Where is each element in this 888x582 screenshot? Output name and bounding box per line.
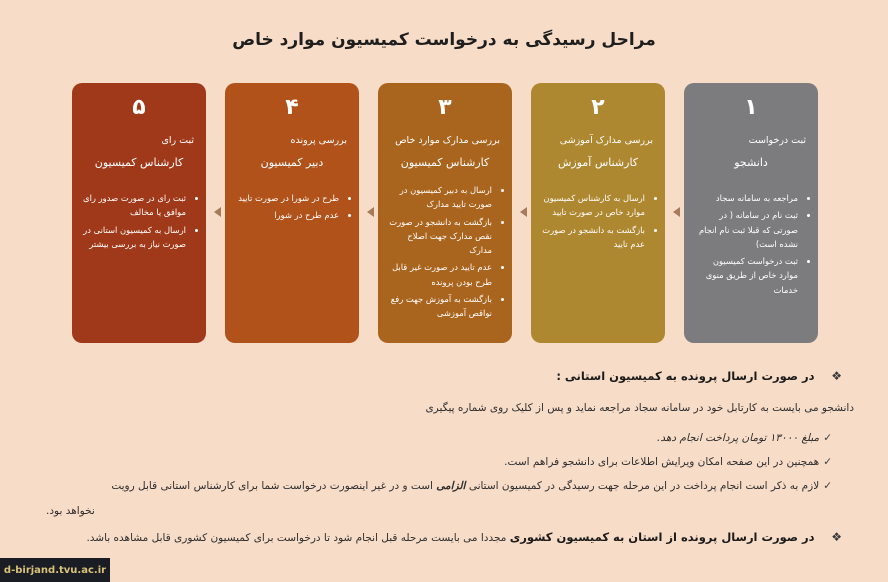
arrow-left-icon [214, 207, 221, 217]
step-role: بررسی مدارک آموزشی [559, 135, 653, 146]
bullet-text: نخواهد بود. [46, 505, 95, 517]
bullet-text: لازم به ذکر است انجام پرداخت در این مرحله جهت رسیدگی در کمیسیون استانی [468, 480, 820, 492]
list-item: • ارسال به دبیر کمیسیون در صورت تایید مدارک [386, 183, 492, 212]
step-number: ۱ [744, 95, 758, 120]
step-card-5 [72, 83, 206, 343]
step-actor: دبیر کمیسیون [260, 156, 324, 169]
list-item: • بازگشت به دانشجو در صورت عدم تایید [539, 223, 645, 252]
site-url-badge[interactable]: d-birjand.tvu.ac.ir [0, 558, 110, 582]
section2-row [42, 530, 842, 544]
section1-bullet-3 [32, 480, 832, 492]
section2-heading: در صورت ارسال پرونده از استان به کمیسیون کشوری [509, 530, 815, 544]
step-actor: کارشناس کمیسیون [94, 156, 184, 169]
arrow-left-icon [520, 207, 527, 217]
check-icon: ✓ [823, 456, 832, 468]
step-number: ۵ [132, 95, 146, 120]
list-item: • عدم طرح در شورا [233, 208, 339, 222]
section1-bullet-3-cont [32, 505, 832, 517]
step-number: ۲ [591, 95, 605, 120]
arrow-left-icon [673, 207, 680, 217]
step-card-4 [225, 83, 359, 343]
section2-text: مجددا می بایست مرحله قبل انجام شود تا درخواست برای کمیسیون کشوری قابل مشاهده باشد. [86, 532, 507, 544]
step-card-1 [684, 83, 818, 343]
step-items [539, 191, 657, 251]
step-role: ثبت رای [161, 135, 194, 146]
list-item: • بازگشت به آموزش جهت رفع نواقص آموزشی [386, 292, 492, 321]
step-items [233, 191, 351, 223]
list-item: • بازگشت به دانشجو در صورت نقص مدارک جهت اصلاح مدارک [386, 215, 492, 258]
bullet-text: همچنین در این صفحه امکان ویرایش اطلاعات برای دانشجو فراهم است. [504, 456, 820, 468]
list-item: • مراجعه به سامانه سجاد [692, 191, 798, 205]
check-icon: ✓ [823, 480, 832, 492]
list-item: • عدم تایید در صورت غیر قابل طرح بودن پرونده [386, 260, 492, 289]
section1-bullet-1 [42, 432, 832, 444]
bullet-text: است و در غیر اینصورت درخواست شما برای کارشناس استانی قابل رویت [111, 480, 433, 492]
list-item: • ارسال به کارشناس کمیسیون موارد خاص در صورت تایید [539, 191, 645, 220]
diamond-bullet-icon: ❖ [831, 530, 842, 544]
step-role: بررسی پرونده [290, 135, 347, 146]
section1-intro: دانشجو می بایست به کارتابل خود در سامانه سجاد مراجعه نماید و پس از کلیک روی شماره پیگیری [425, 402, 854, 414]
step-card-3 [378, 83, 512, 343]
step-actor: کارشناس آموزش [557, 156, 639, 169]
step-items [80, 191, 198, 251]
step-role: ثبت درخواست [748, 135, 806, 146]
section1-heading-row [52, 369, 842, 383]
step-items [692, 191, 810, 297]
check-icon: ✓ [823, 432, 832, 444]
section1-heading: در صورت ارسال پرونده به کمیسیون استانی : [556, 369, 815, 383]
step-actor: دانشجو [734, 156, 768, 169]
page-title: مراحل رسیدگی به درخواست کمیسیون موارد خاص [232, 30, 656, 50]
step-card-2 [531, 83, 665, 343]
bullet-text: مبلغ ۱۳۰۰۰ تومان پرداخت انجام دهد. [657, 432, 820, 444]
bullet-emphasis: الزامی [436, 480, 466, 492]
list-item: • ثبت نام در سامانه ( در صورتی که قبلا ثبت نام انجام نشده است) [692, 208, 798, 251]
step-number: ۴ [285, 95, 299, 120]
section1-bullet-2 [42, 456, 832, 468]
step-role: بررسی مدارک موارد خاص [395, 135, 500, 146]
list-item: • ارسال به کمیسیون استانی در صورت نیاز به بررسی بیشتر [80, 223, 186, 252]
diamond-bullet-icon: ❖ [831, 369, 842, 383]
list-item: • ثبت رای در صورت صدور رای موافق یا مخالف [80, 191, 186, 220]
step-items [386, 183, 504, 321]
step-actor: کارشناس کمیسیون [400, 156, 490, 169]
list-item: • ثبت درخواست کمیسیون موارد خاص از طریق منوی خدمات [692, 254, 798, 297]
list-item: • طرح در شورا در صورت تایید [233, 191, 339, 205]
step-number: ۳ [438, 95, 452, 120]
arrow-left-icon [367, 207, 374, 217]
